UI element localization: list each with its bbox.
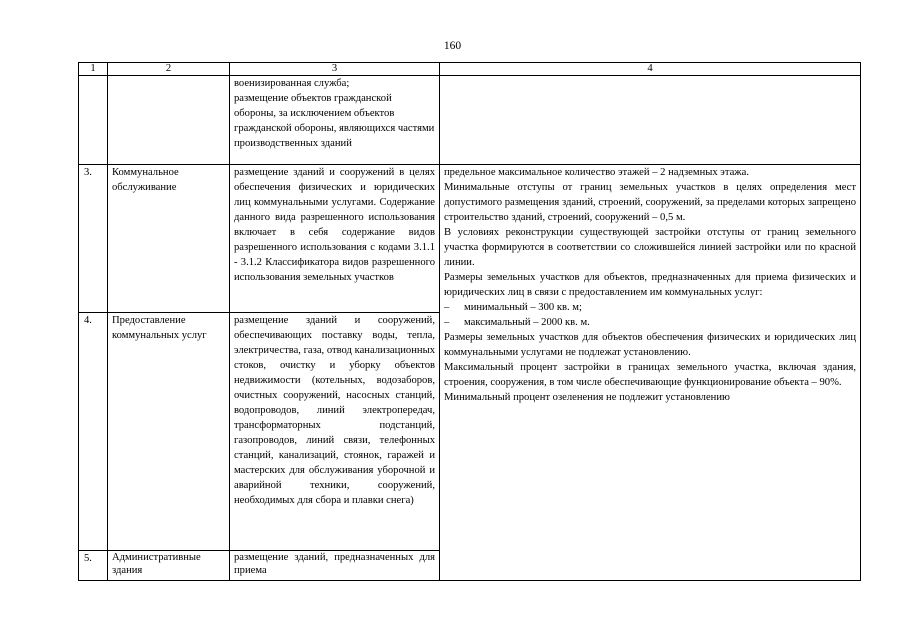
zoning-table <box>78 62 861 581</box>
table-row <box>79 165 861 313</box>
list-item <box>444 315 856 330</box>
parameter-paragraph: Минимальные отступы от границ земельных участков в целях определения мест допустимого размещения зданий, строений, сооружений, за пределами которых запрещено строительство зданий, строений, сооружений – 0,5 м. <box>444 182 856 223</box>
parameters-cell <box>440 76 861 165</box>
row-number-cell <box>79 76 108 165</box>
column-header-2: 2 <box>108 63 230 76</box>
description-text: размещение объектов гражданской обороны, за исключением объектов гражданской обороны, являющихся частями производственных зданий <box>234 93 435 149</box>
dash-bullet: – <box>444 302 450 313</box>
dash-bullet: – <box>444 317 450 328</box>
parameter-paragraph: Максимальный процент застройки в границах земельного участка, включая здания, строения, сооружения, в том числе обеспечивающие функционирование объекта – 90%. <box>444 362 856 388</box>
use-name: Предоставление коммунальных услуг <box>108 313 230 551</box>
column-header-4: 4 <box>440 63 861 76</box>
use-description-cell <box>230 76 440 165</box>
description-text: военизированная служба; <box>234 78 350 89</box>
parameters-cell <box>440 165 861 581</box>
use-description: размещение зданий и сооружений в целях обеспечения физических и юридических лиц коммунальными услугами. Содержание данного вида разрешенного использования включает в себя содержание видов разрешенного использования с кодами 3.1.1 - 3.1.2 Классификатора видов разрешенного использования земельных участков <box>230 165 440 313</box>
use-name-cell <box>108 76 230 165</box>
page-number: 160 <box>443 40 462 52</box>
list-item-text: минимальный – 300 кв. м; <box>464 302 582 313</box>
use-name: Административные здания <box>108 551 230 581</box>
row-number: 5. <box>79 551 108 581</box>
parameter-paragraph: предельное максимальное количество этажей – 2 надземных этажа. <box>444 167 749 178</box>
list-item <box>444 300 856 315</box>
row-number: 3. <box>79 165 108 313</box>
use-name: Коммунальное обслуживание <box>108 165 230 313</box>
use-description: размещение зданий, предназначенных для приема <box>230 551 440 581</box>
header-row <box>79 63 861 76</box>
parameter-paragraph: Размеры земельных участков для объектов, предназначенных для приема физических и юридических лиц в связи с предоставлением им коммунальных услуг: <box>444 272 856 298</box>
parameter-paragraph: Размеры земельных участков для объектов обеспечения физических и юридических лиц коммунальными услугами не подлежат установлению. <box>444 332 856 358</box>
parameter-paragraph: Минимальный процент озеленения не подлежит установлению <box>444 392 730 403</box>
column-header-1: 1 <box>79 63 108 76</box>
parameter-paragraph: В условиях реконструкции существующей застройки отступы от границ земельного участка формируются в соответствии со сложившейся линией застройки или по красной линии. <box>444 227 856 268</box>
list-item-text: максимальный – 2000 кв. м. <box>464 317 590 328</box>
row-number: 4. <box>79 313 108 551</box>
use-description: размещение зданий и сооружений, обеспечивающих поставку воды, тепла, электричества, газа, отвод канализационных стоков, очистку и уборку объектов недвижимости (котельных, водозаборов, очистных сооружений, насосных станций, водопроводов, линий электропередач, трансформаторных подстанций, газопроводов, линий связи, телефонных станций, канализаций, стоянок, гаражей и мастерских для обслуживания уборочной и аварийной техники, сооружений, необходимых для сбора и плавки снега) <box>230 313 440 551</box>
table-row-continuation <box>79 76 861 165</box>
column-header-3: 3 <box>230 63 440 76</box>
